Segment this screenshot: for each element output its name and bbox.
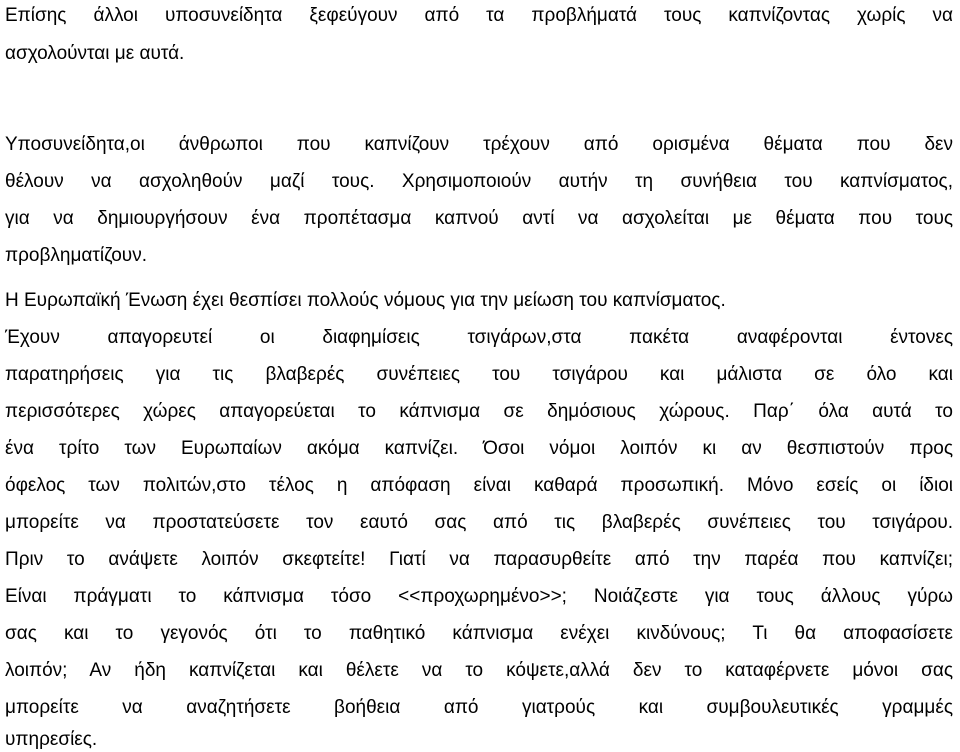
- paragraph-1-line-1: Επίσης άλλοι υποσυνείδητα ξεφεύγουν από τα προβλήματά τους καπνίζοντας χωρίς να: [5, 5, 953, 26]
- paragraph-3-line-5: ένα τρίτο των Ευρωπαίων ακόμα καπνίζει. Όσοι νόμοι λοιπόν κι αν θεσπιστούν προς: [5, 438, 953, 459]
- paragraph-1-line-2: ασχολούνται με αυτά.: [5, 43, 185, 64]
- paragraph-3-line-6: όφελος των πολιτών,στο τέλος η απόφαση είναι καθαρά προσωπική. Μόνο εσείς οι ίδιοι: [5, 475, 953, 496]
- paragraph-3-line-13: υπηρεσίες.: [5, 729, 98, 750]
- paragraph-3-line-1: Η Ευρωπαϊκή Ένωση έχει θεσπίσει πολλούς νόμους για την μείωση του καπνίσματος.: [5, 290, 726, 311]
- paragraph-2-line-4: προβληματίζουν.: [5, 245, 147, 266]
- paragraph-3-line-10: σας και το γεγονός ότι το παθητικό κάπνισμα ενέχει κινδύνους; Τι θα αποφασίσετε: [5, 623, 953, 644]
- paragraph-2-line-2: θέλουν να ασχοληθούν μαζί τους. Χρησιμοποιούν αυτήν τη συνήθεια του καπνίσματος,: [5, 171, 953, 192]
- paragraph-2-line-1: Υποσυνείδητα,οι άνθρωποι που καπνίζουν τρέχουν από ορισμένα θέματα που δεν: [5, 134, 953, 155]
- paragraph-3-line-9: Είναι πράγματι το κάπνισμα τόσο <<προχωρημένο>>; Νοιάζεστε για τους άλλους γύρω: [5, 586, 953, 607]
- paragraph-3-line-3: παρατηρήσεις για τις βλαβερές συνέπειες του τσιγάρου και μάλιστα σε όλο και: [5, 364, 953, 385]
- paragraph-3-line-8: Πριν το ανάψετε λοιπόν σκεφτείτε! Γιατί να παρασυρθείτε από την παρέα που καπνίζει;: [5, 549, 953, 570]
- paragraph-3-line-7: μπορείτε να προστατεύσετε τον εαυτό σας από τις βλαβερές συνέπειες του τσιγάρου.: [5, 512, 953, 533]
- paragraph-3-line-4: περισσότερες χώρες απαγορεύεται το κάπνισμα σε δημόσιους χώρους. Παρ΄ όλα αυτά το: [5, 401, 953, 422]
- paragraph-3-line-11: λοιπόν; Αν ήδη καπνίζεται και θέλετε να το κόψετε,αλλά δεν το καταφέρνετε μόνοι σας: [5, 660, 953, 681]
- paragraph-3-line-12: μπορείτε να αναζητήσετε βοήθεια από γιατρούς και συμβουλευτικές γραμμές: [5, 697, 953, 718]
- paragraph-3-line-2: Έχουν απαγορευτεί οι διαφημίσεις τσιγάρων,στα πακέτα αναφέρονται έντονες: [5, 327, 953, 348]
- paragraph-2-line-3: για να δημιουργήσουν ένα προπέτασμα καπνού αντί να ασχολείται με θέματα που τους: [5, 208, 953, 229]
